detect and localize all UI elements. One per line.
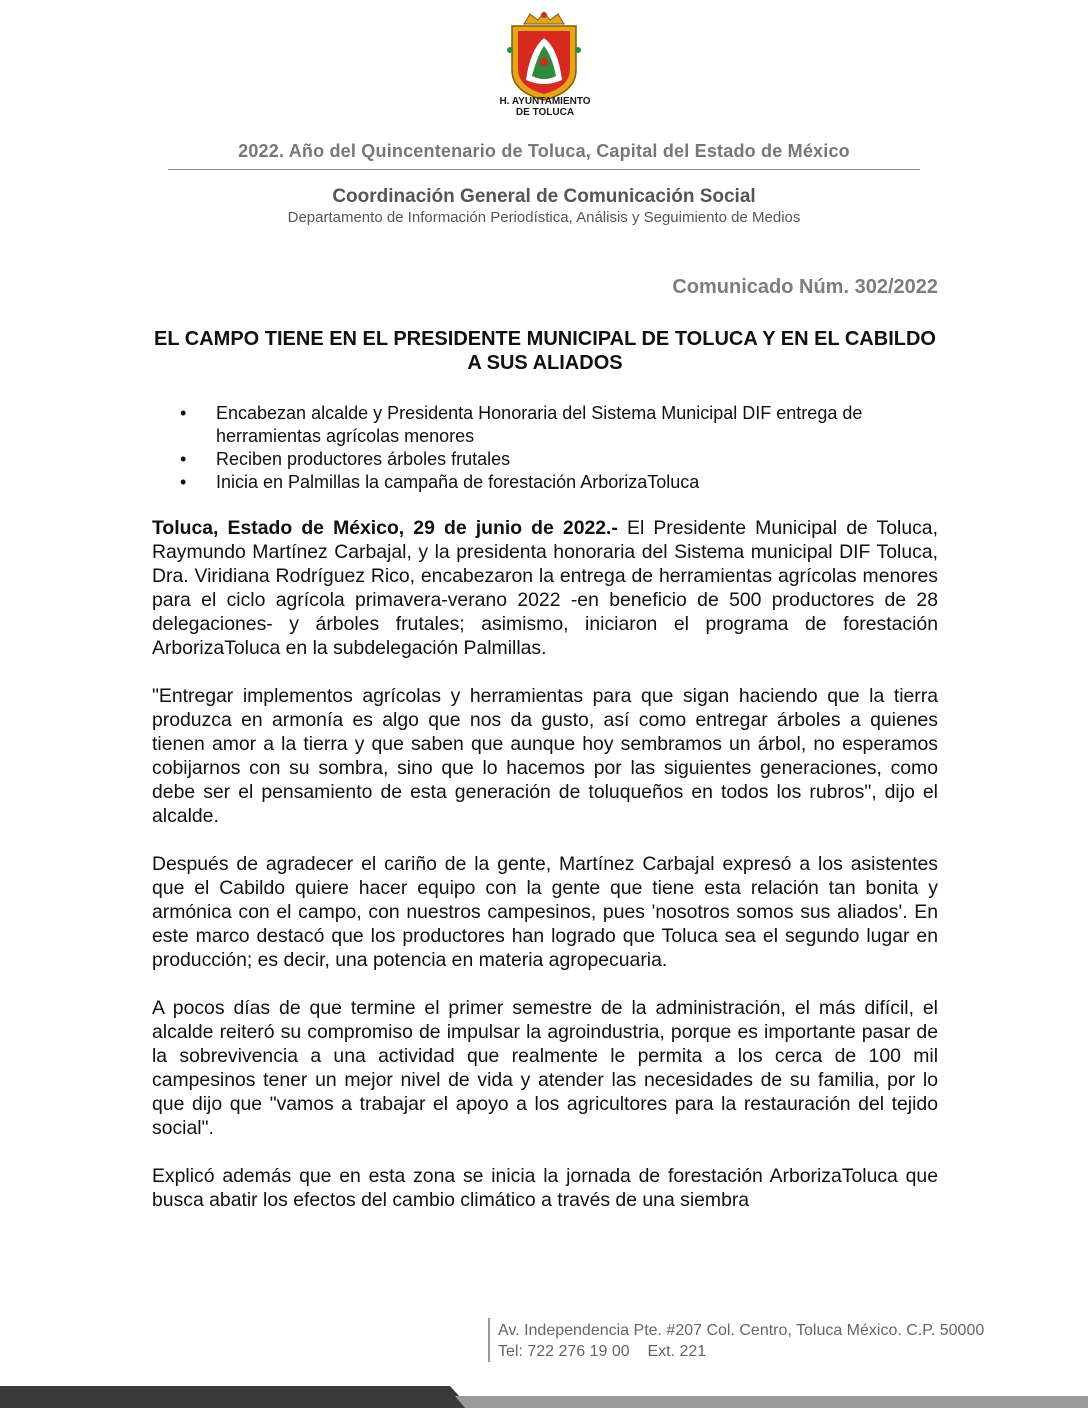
bullet-text: Reciben productores árboles frutales (216, 449, 511, 469)
paragraph: A pocos días de que termine el primer semestre de la administración, el más difícil, el alcalde reiteró su compromiso de impulsar la agroindustria, porque es importante pasar de la sobrevivencia a una actividad que realmente le permita a los cerca de 100 mil campesinos tener un mejor nivel de vida y atender las necesidades de su familia, por lo que dijo que "vamos a trabajar el apoyo a los agricultores para la restauración del tejido social". (152, 997, 938, 1139)
year-banner: 2022. Año del Quincentenario de Toluca, Capital del Estado de México (238, 141, 850, 161)
header-divider (168, 169, 920, 170)
footer-phone: Tel: 722 276 19 00 Ext. 221 (498, 1343, 707, 1360)
bullet-dot-icon: • (180, 403, 187, 423)
bullet-text: Encabezan alcalde y Presidenta Honoraria del Sistema Municipal DIF entrega de herramientas agrícolas menores (216, 403, 863, 446)
footer-address: Av. Independencia Pte. #207 Col. Centro, Toluca México. C.P. 50000 (498, 1322, 985, 1339)
footer-divider (488, 1318, 490, 1362)
release-number: Comunicado Núm. 302/2022 (672, 276, 938, 298)
bullet-dot-icon: • (180, 449, 187, 469)
list-item (180, 402, 940, 448)
department-subtitle: Departamento de Información Periodística, Análisis y Seguimiento de Medios (287, 209, 801, 226)
highlights-list (180, 402, 940, 494)
bottom-decorative-band (0, 1386, 1088, 1408)
bullet-text: Inicia en Palmillas la campaña de forestación ArborizaToluca (216, 472, 700, 492)
list-item (180, 448, 940, 471)
dateline: Toluca, Estado de México, 29 de junio de 2022.- (152, 517, 618, 539)
article-body (152, 516, 938, 1236)
paragraph: "Entregar implementos agrícolas y herramientas para que sigan haciendo que la tierra produzca en armonía es algo que nos da gusto, así como entregar árboles a quienes tienen amor a la tierra y que saben que aunque hoy sembramos un árbol, no esperamos cobijarnos con su sombra, sino que lo hacemos por las siguientes generaciones, como debe ser el pensamiento de esta generación de toluqueños en todos los rubros", dijo el alcalde. (152, 685, 938, 827)
bullet-dot-icon: • (180, 472, 187, 492)
coordination-title: Coordinación General de Comunicación Social (332, 186, 756, 207)
headline: EL CAMPO TIENE EN EL PRESIDENTE MUNICIPAL DE TOLUCA Y EN EL CABILDO A SUS ALIADOS (154, 328, 936, 374)
paragraph-text: El Presidente Municipal de Toluca, Raymundo Martínez Carbajal, y la presidenta honoraria del Sistema municipal DIF Toluca, Dra. Viridiana Rodríguez Rico, encabezaron la entrega de herramientas agrícolas menores para el ciclo agrícola primavera-verano 2022 -en beneficio de 500 productores de 28 delegaciones- y árboles frutales; asimismo, iniciaron el programa de forestación ArborizaToluca en la subdelegación Palmillas. (152, 517, 938, 659)
list-item (180, 471, 940, 494)
logo-caption: H. AYUNTAMIENTO DE TOLUCA (499, 96, 591, 118)
paragraph (152, 516, 938, 660)
footer-contact (498, 1320, 984, 1362)
paragraph: Explicó además que en esta zona se inicia la jornada de forestación ArborizaToluca que busca abatir los efectos del cambio climático a través de una siembra (152, 1165, 938, 1211)
paragraph: Después de agradecer el cariño de la gente, Martínez Carbajal expresó a los asistentes que el Cabildo quiere hacer equipo con la gente que tiene esta relación tan bonita y armónica con el campo, con nuestros campesinos, pues 'nosotros somos sus aliados'. En este marco destacó que los productores han logrado que Toluca sea el segundo lugar en producción; es decir, una potencia en materia agropecuaria. (152, 853, 938, 971)
